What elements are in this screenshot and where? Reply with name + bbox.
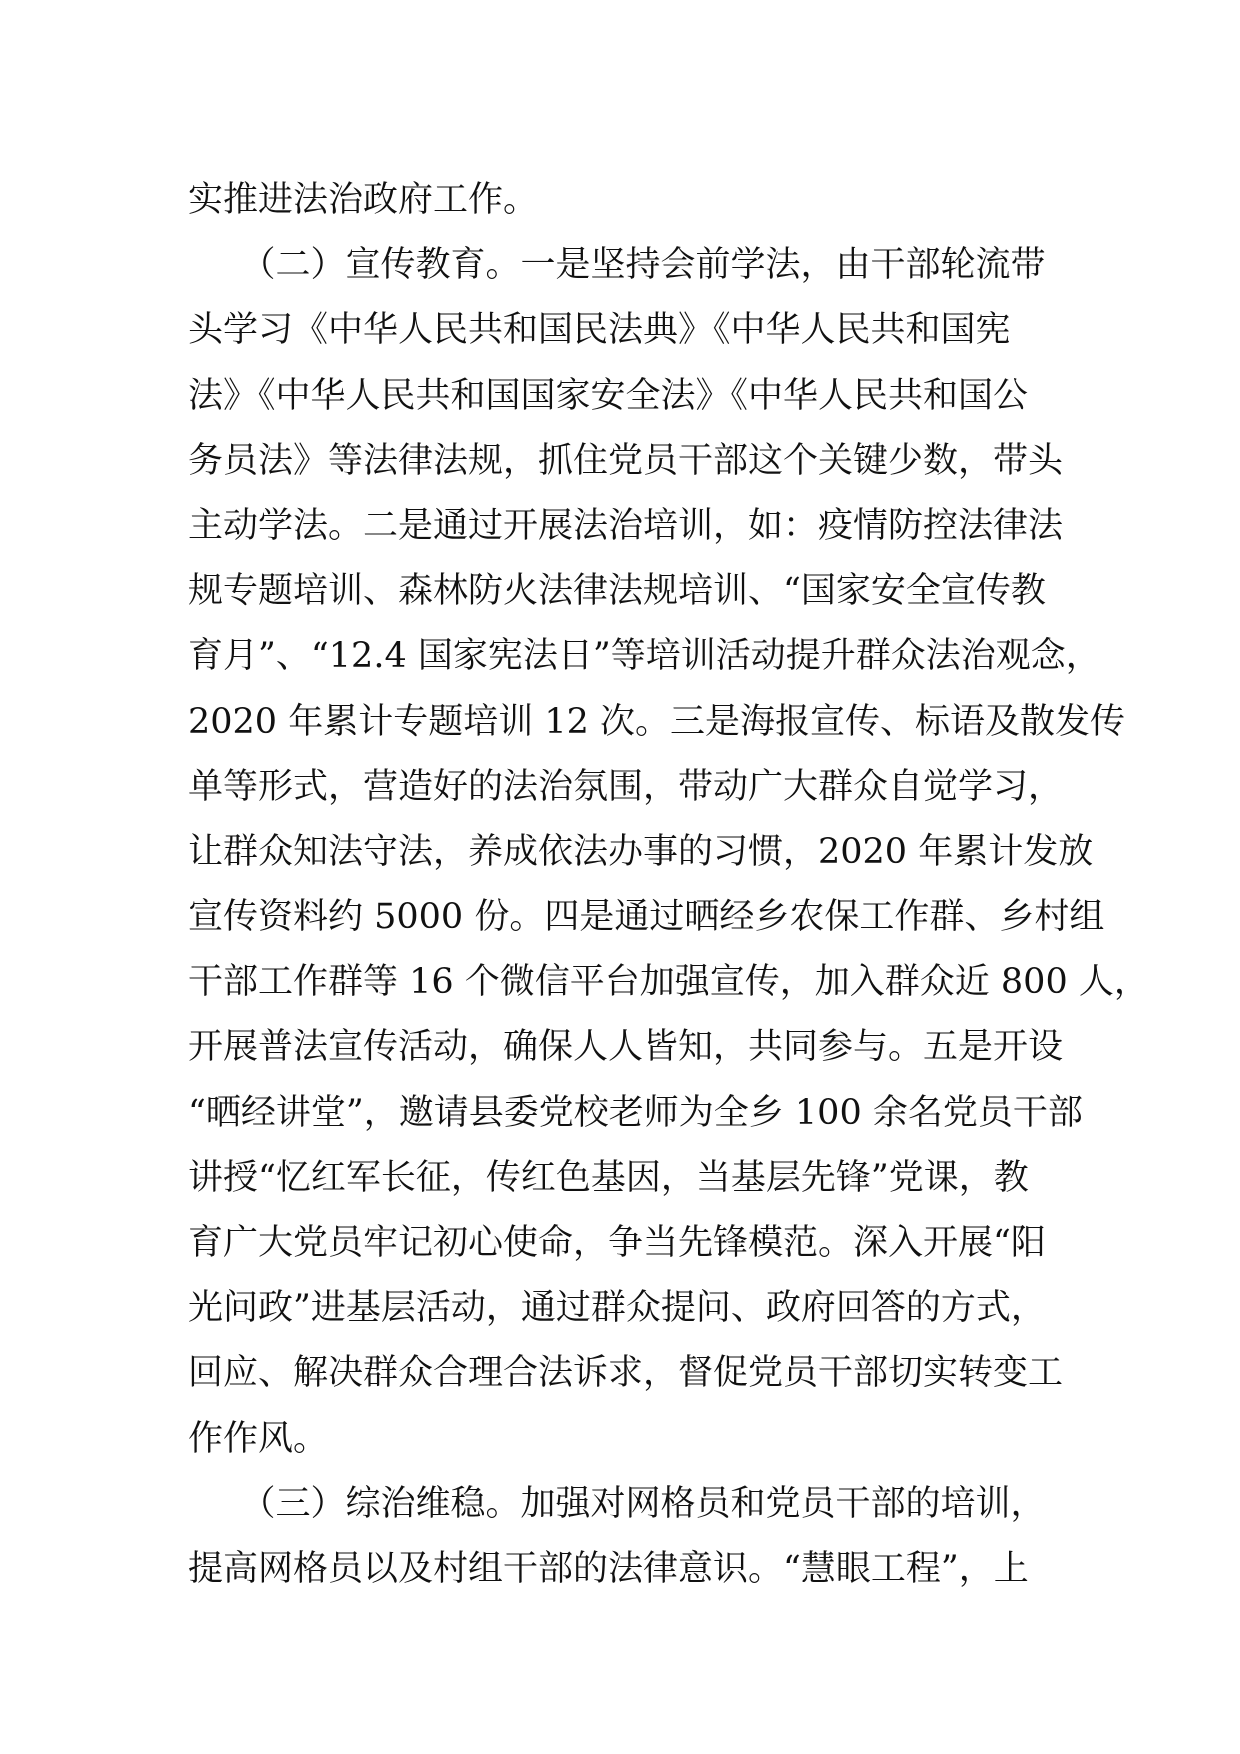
text-line: 务员法》等法律法规，抓住党员干部这个关键少数，带头	[188, 440, 1064, 481]
text-line: 主动学法。二是通过开展法治培训，如：疫情防控法律法	[188, 505, 1064, 546]
text-line: 法》《中华人民共和国国家安全法》《中华人民共和国公	[188, 375, 1029, 416]
text-line: 讲授“忆红军长征，传红色基因，当基层先锋”党课，教	[188, 1157, 1029, 1198]
text-line: （二）宣传教育。一是坚持会前学法，由干部轮流带	[188, 245, 1046, 286]
text-line: 提高网格员以及村组干部的法律意识。“慧眼工程”，上	[188, 1548, 1029, 1589]
text-line: 作作风。	[188, 1418, 329, 1459]
text-line: 规专题培训、森林防火法律法规培训、“国家安全宣传教	[188, 571, 1046, 612]
text-line: 育月”、“12.4 国家宪法日”等培训活动提升群众法治观念，	[188, 636, 1101, 677]
text-line: 实推进法治政府工作。	[188, 180, 539, 220]
text-line: 干部工作群等 16 个微信平台加强宣传，加入群众近 800 人，	[188, 962, 1149, 1003]
text-line: “晒经讲堂”，邀请县委党校老师为全乡 100 余名党员干部	[188, 1092, 1083, 1133]
text-line: 头学习《中华人民共和国民法典》《中华人民共和国宪	[188, 310, 1011, 351]
text-line: 光问政”进基层活动，通过群众提问、政府回答的方式，	[188, 1288, 1046, 1329]
text-line: 开展普法宣传活动，确保人人皆知，共同参与。五是开设	[188, 1027, 1064, 1068]
text-line: 单等形式，营造好的法治氛围，带动广大群众自觉学习，	[188, 766, 1064, 807]
body-text	[188, 168, 1149, 1602]
text-line: 让群众知法守法，养成依法办事的习惯，2020 年累计发放	[188, 831, 1094, 872]
text-line: 回应、解决群众合理合法诉求，督促党员干部切实转变工	[188, 1353, 1064, 1394]
text-line: 宣传资料约 5000 份。四是通过晒经乡农保工作群、乡村组	[188, 897, 1105, 938]
text-line: （三）综治维稳。加强对网格员和党员干部的培训，	[188, 1483, 1046, 1524]
text-line: 2020 年累计专题培训 12 次。三是海报宣传、标语及散发传	[188, 701, 1125, 742]
text-line: 育广大党员牢记初心使命，争当先锋模范。深入开展“阳	[188, 1223, 1046, 1263]
